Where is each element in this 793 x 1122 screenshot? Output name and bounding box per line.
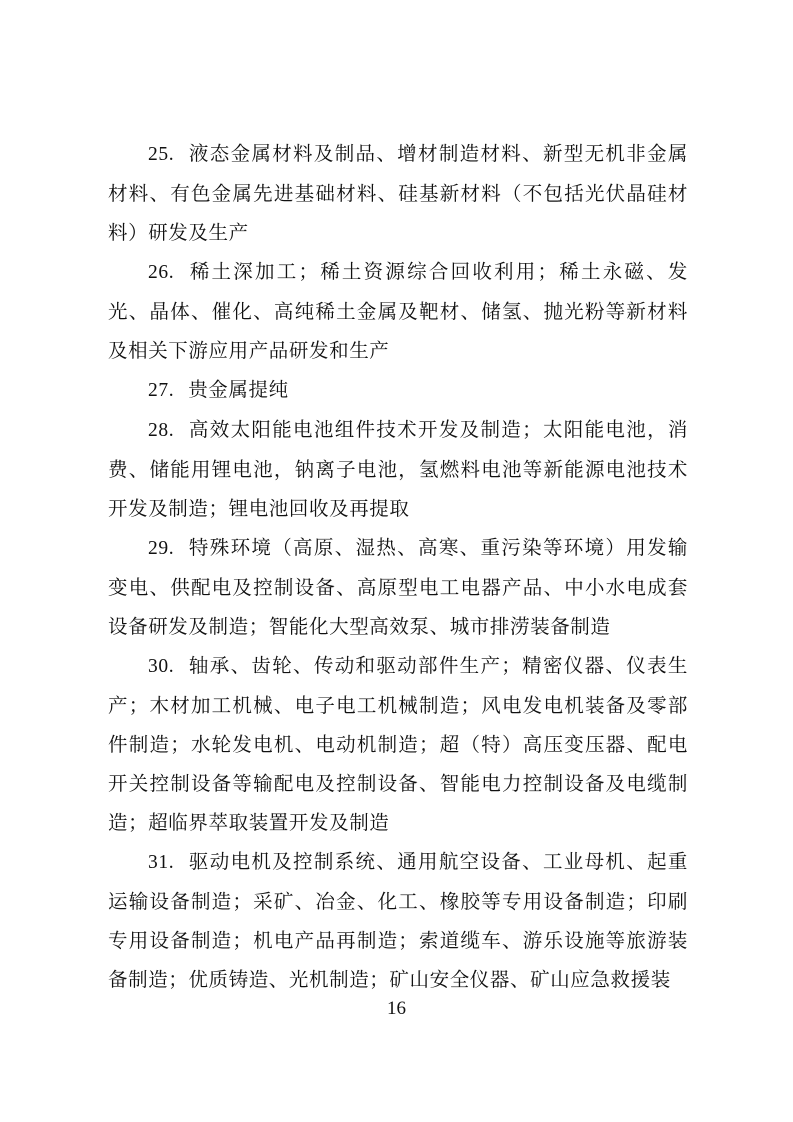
item-text: 驱动电机及控制系统、通用航空设备、工业母机、起重运输设备制造；采矿、冶金、化工、橡胶等专用设备制造；印刷专用设备制造；机电产品再制造；索道缆车、游乐设施等旅游装备制造；优质铸造、光机制造；矿山安全仪器、矿山应急救援装	[108, 850, 688, 991]
list-item-29	[108, 528, 688, 646]
item-number: 28.	[148, 420, 175, 441]
item-number: 30.	[148, 656, 175, 677]
list-item-28	[108, 410, 688, 528]
item-text: 稀土深加工；稀土资源综合回收利用；稀土永磁、发光、晶体、催化、高纯稀土金属及靶材、储氢、抛光粉等新材料及相关下游应用产品研发和生产	[108, 260, 688, 362]
item-number: 25.	[148, 144, 175, 165]
item-text: 轴承、齿轮、传动和驱动部件生产；精密仪器、仪表生产；木材加工机械、电子电工机械制造；风电发电机装备及零部件制造；水轮发电机、电动机制造；超（特）高压变压器、配电开关控制设备等输配电及控制设备、智能电力控制设备及电缆制造；超临界萃取装置开发及制造	[108, 654, 688, 834]
item-text: 贵金属提纯	[188, 378, 289, 401]
list-item-31	[108, 842, 688, 999]
item-text: 特殊环境（高原、湿热、高寒、重污染等环境）用发输变电、供配电及控制设备、高原型电工电器产品、中小水电成套设备研发及制造；智能化大型高效泵、城市排涝装备制造	[108, 536, 688, 638]
list-item-27	[108, 370, 688, 410]
list-item-26	[108, 252, 688, 370]
item-number: 27.	[148, 380, 175, 401]
list-item-25	[108, 134, 688, 252]
item-number: 31.	[148, 852, 175, 873]
item-number: 26.	[148, 262, 175, 283]
page-number: 16	[387, 998, 406, 1019]
item-text: 液态金属材料及制品、增材制造材料、新型无机非金属材料、有色金属先进基础材料、硅基新材料（不包括光伏晶硅材料）研发及生产	[108, 142, 688, 244]
list-item-30	[108, 646, 688, 842]
document-body	[108, 134, 688, 999]
item-number: 29.	[148, 538, 175, 559]
item-text: 高效太阳能电池组件技术开发及制造；太阳能电池，消费、储能用锂电池，钠离子电池，氢燃料电池等新能源电池技术开发及制造；锂电池回收及再提取	[108, 418, 688, 520]
